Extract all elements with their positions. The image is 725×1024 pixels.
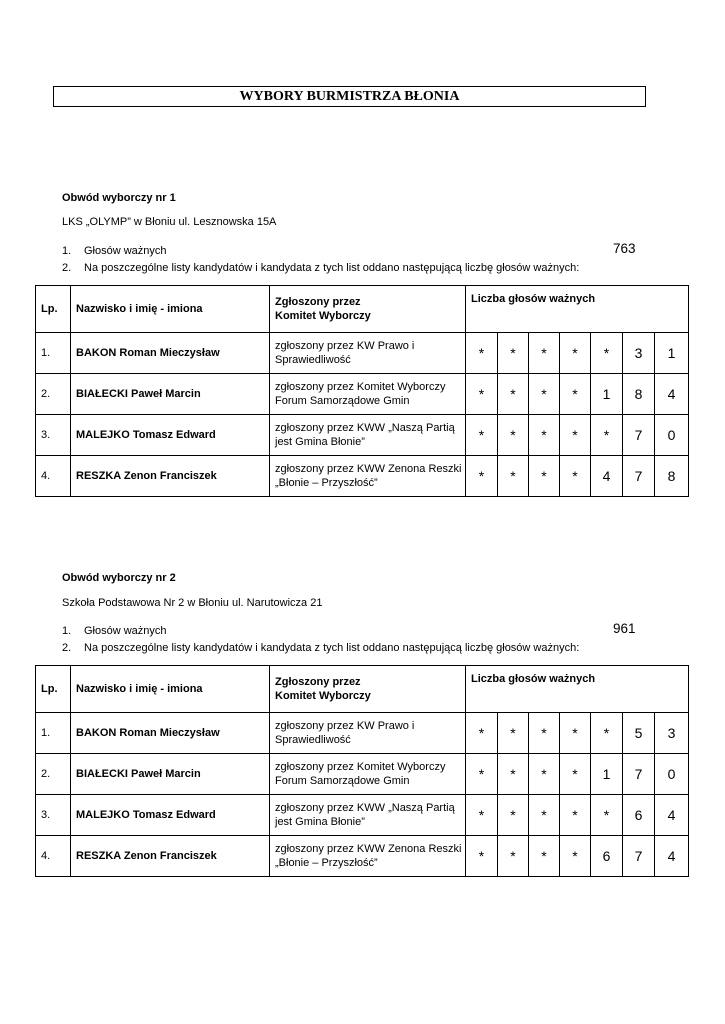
header-name: Nazwisko i imię - imiona: [71, 666, 270, 713]
vote-digit: *: [560, 415, 591, 456]
vote-digit: *: [529, 795, 560, 836]
row-lp: 1.: [36, 713, 71, 754]
valid-votes-label: Głosów ważnych: [84, 245, 167, 257]
header-lp: Lp.: [36, 666, 71, 713]
vote-digit: 7: [623, 415, 655, 456]
vote-digit: *: [591, 713, 623, 754]
candidate-name: BAKON Roman Mieczysław: [71, 333, 270, 374]
row-lp: 2.: [36, 374, 71, 415]
vote-digit: *: [498, 754, 529, 795]
vote-digit: *: [560, 713, 591, 754]
vote-digit: 4: [655, 374, 689, 415]
district-heading: Obwód wyborczy nr 1: [62, 192, 176, 204]
row-lp: 1.: [36, 333, 71, 374]
table-row: [36, 836, 689, 877]
vote-digit: *: [529, 456, 560, 497]
vote-digit: 5: [623, 713, 655, 754]
candidate-name: BIAŁECKI Paweł Marcin: [71, 754, 270, 795]
candidate-committee: zgłoszony przez KWW Zenona Reszki „Błonie – Przyszłość”: [270, 456, 466, 497]
header-name: Nazwisko i imię - imiona: [71, 286, 270, 333]
vote-digit: *: [498, 795, 529, 836]
vote-digit: 4: [591, 456, 623, 497]
vote-digit: *: [591, 795, 623, 836]
votes-description: Na poszczególne listy kandydatów i kandydata z tych list oddano następującą liczbę głosów ważnych:: [84, 642, 580, 654]
table-row: [36, 456, 689, 497]
vote-digit: *: [560, 754, 591, 795]
header-votes: Liczba głosów ważnych: [466, 286, 689, 333]
table-header-row: [36, 286, 689, 333]
list-number: 1.: [62, 625, 72, 637]
vote-digit: *: [529, 836, 560, 877]
vote-digit: *: [466, 333, 498, 374]
table-row: [36, 713, 689, 754]
row-lp: 4.: [36, 836, 71, 877]
votes-description: Na poszczególne listy kandydatów i kandydata z tych list oddano następującą liczbę głosów ważnych:: [84, 262, 580, 274]
vote-digit: 3: [623, 333, 655, 374]
vote-digit: *: [498, 836, 529, 877]
candidate-name: RESZKA Zenon Franciszek: [71, 836, 270, 877]
vote-digit: *: [466, 836, 498, 877]
candidate-committee: zgłoszony przez KWW Zenona Reszki „Błonie – Przyszłość”: [270, 836, 466, 877]
vote-digit: *: [560, 795, 591, 836]
vote-digit: *: [466, 374, 498, 415]
vote-digit: *: [560, 836, 591, 877]
vote-digit: *: [529, 713, 560, 754]
header-committee: Zgłoszony przez Komitet Wyborczy: [270, 666, 466, 713]
candidate-name: BAKON Roman Mieczysław: [71, 713, 270, 754]
vote-digit: *: [560, 456, 591, 497]
list-number: 1.: [62, 245, 72, 257]
valid-votes-label: Głosów ważnych: [84, 625, 167, 637]
candidate-name: MALEJKO Tomasz Edward: [71, 415, 270, 456]
district-location: Szkoła Podstawowa Nr 2 w Błoniu ul. Narutowicza 21: [62, 597, 323, 609]
vote-digit: *: [560, 333, 591, 374]
table-row: [36, 415, 689, 456]
table-row: [36, 374, 689, 415]
vote-digit: 4: [655, 836, 689, 877]
candidate-committee: zgłoszony przez Komitet Wyborczy Forum Samorządowe Gmin: [270, 374, 466, 415]
header-votes: Liczba głosów ważnych: [466, 666, 689, 713]
vote-digit: 8: [623, 374, 655, 415]
vote-digit: *: [529, 415, 560, 456]
vote-digit: *: [466, 713, 498, 754]
candidate-committee: zgłoszony przez KWW „Naszą Partią jest Gmina Błonie”: [270, 415, 466, 456]
vote-digit: 3: [655, 713, 689, 754]
table-header-row: [36, 666, 689, 713]
vote-digit: 1: [591, 374, 623, 415]
candidate-committee: zgłoszony przez KW Prawo i Sprawiedliwość: [270, 713, 466, 754]
vote-digit: 6: [591, 836, 623, 877]
vote-digit: 6: [623, 795, 655, 836]
table-row: [36, 333, 689, 374]
list-number: 2.: [62, 262, 72, 274]
vote-digit: 7: [623, 836, 655, 877]
district-location: LKS „OLYMP” w Błoniu ul. Lesznowska 15A: [62, 216, 277, 228]
vote-digit: *: [591, 415, 623, 456]
results-table: [35, 665, 689, 877]
vote-digit: *: [560, 374, 591, 415]
vote-digit: 0: [655, 415, 689, 456]
table-row: [36, 795, 689, 836]
table-row: [36, 754, 689, 795]
row-lp: 2.: [36, 754, 71, 795]
vote-digit: *: [591, 333, 623, 374]
header-lp: Lp.: [36, 286, 71, 333]
vote-digit: 4: [655, 795, 689, 836]
valid-votes-value: 961: [613, 621, 636, 636]
candidate-name: BIAŁECKI Paweł Marcin: [71, 374, 270, 415]
vote-digit: *: [498, 456, 529, 497]
vote-digit: *: [498, 713, 529, 754]
valid-votes-value: 763: [613, 241, 636, 256]
vote-digit: 7: [623, 456, 655, 497]
district-heading: Obwód wyborczy nr 2: [62, 572, 176, 584]
vote-digit: 1: [655, 333, 689, 374]
header-committee: Zgłoszony przez Komitet Wyborczy: [270, 286, 466, 333]
candidate-name: RESZKA Zenon Franciszek: [71, 456, 270, 497]
candidate-committee: zgłoszony przez KWW „Naszą Partią jest Gmina Błonie”: [270, 795, 466, 836]
candidate-name: MALEJKO Tomasz Edward: [71, 795, 270, 836]
vote-digit: *: [466, 754, 498, 795]
list-number: 2.: [62, 642, 72, 654]
vote-digit: *: [529, 333, 560, 374]
vote-digit: *: [466, 795, 498, 836]
vote-digit: *: [498, 415, 529, 456]
results-table: [35, 285, 689, 497]
vote-digit: *: [466, 456, 498, 497]
vote-digit: 0: [655, 754, 689, 795]
row-lp: 3.: [36, 415, 71, 456]
page-title: WYBORY BURMISTRZA BŁONIA: [53, 86, 646, 107]
row-lp: 3.: [36, 795, 71, 836]
vote-digit: *: [529, 754, 560, 795]
candidate-committee: zgłoszony przez KW Prawo i Sprawiedliwość: [270, 333, 466, 374]
vote-digit: *: [498, 374, 529, 415]
vote-digit: 7: [623, 754, 655, 795]
row-lp: 4.: [36, 456, 71, 497]
vote-digit: *: [498, 333, 529, 374]
vote-digit: *: [529, 374, 560, 415]
vote-digit: *: [466, 415, 498, 456]
vote-digit: 8: [655, 456, 689, 497]
vote-digit: 1: [591, 754, 623, 795]
candidate-committee: zgłoszony przez Komitet Wyborczy Forum Samorządowe Gmin: [270, 754, 466, 795]
